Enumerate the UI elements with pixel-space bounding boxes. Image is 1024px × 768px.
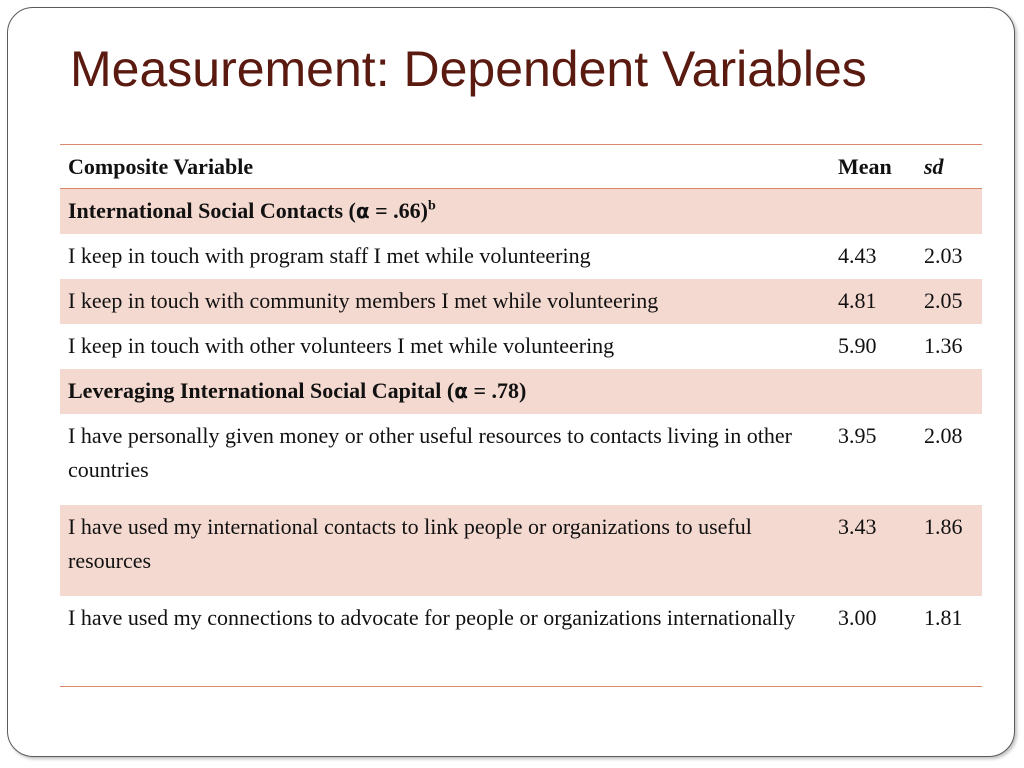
table-row — [60, 279, 982, 324]
alpha-symbol: α — [355, 199, 370, 223]
item-text: I have personally given money or other useful resources to contacts living in other countries — [68, 422, 792, 482]
item-sd: 2.08 — [924, 422, 963, 448]
item-text: I keep in touch with community members I met while volunteering — [60, 279, 830, 324]
table-header-row — [60, 145, 982, 189]
variables-table — [60, 144, 982, 687]
item-text: I have used my connections to advocate for people or organizations internationally — [68, 604, 796, 630]
header-variable: Composite Variable — [60, 145, 830, 189]
item-sd: 2.05 — [916, 279, 982, 324]
item-sd: 1.86 — [916, 505, 982, 596]
item-mean: 3.95 — [838, 422, 877, 448]
item-sd: 2.03 — [924, 242, 963, 268]
item-mean: 3.43 — [830, 505, 916, 596]
item-mean: 4.81 — [830, 279, 916, 324]
section-row-social-contacts — [60, 189, 982, 234]
item-text: I have used my international contacts to link people or organizations to useful resources — [60, 505, 830, 596]
item-mean: 5.90 — [838, 332, 877, 358]
table-row — [60, 234, 982, 279]
header-sd: sd — [916, 145, 982, 189]
table-row — [60, 596, 982, 687]
alpha-symbol: α — [454, 378, 468, 403]
table-row — [60, 505, 982, 596]
item-mean: 4.43 — [838, 242, 877, 268]
item-mean: 3.00 — [838, 604, 877, 630]
header-mean: Mean — [830, 145, 916, 189]
section-row-social-capital — [60, 369, 982, 414]
table-row — [60, 414, 982, 505]
item-text: I keep in touch with program staff I met while volunteering — [68, 242, 591, 268]
item-text: I keep in touch with other volunteers I met while volunteering — [68, 332, 615, 358]
footnote-marker: b — [427, 198, 436, 214]
section-label: Leveraging International Social Capital (α = .78) — [60, 369, 982, 414]
item-sd: 1.36 — [924, 332, 963, 358]
slide-title: Measurement: Dependent Variables — [70, 41, 867, 97]
section-label: International Social Contacts (α = .66)$^b$ — [60, 189, 982, 234]
item-sd: 1.81 — [924, 604, 963, 630]
table-row — [60, 324, 982, 369]
